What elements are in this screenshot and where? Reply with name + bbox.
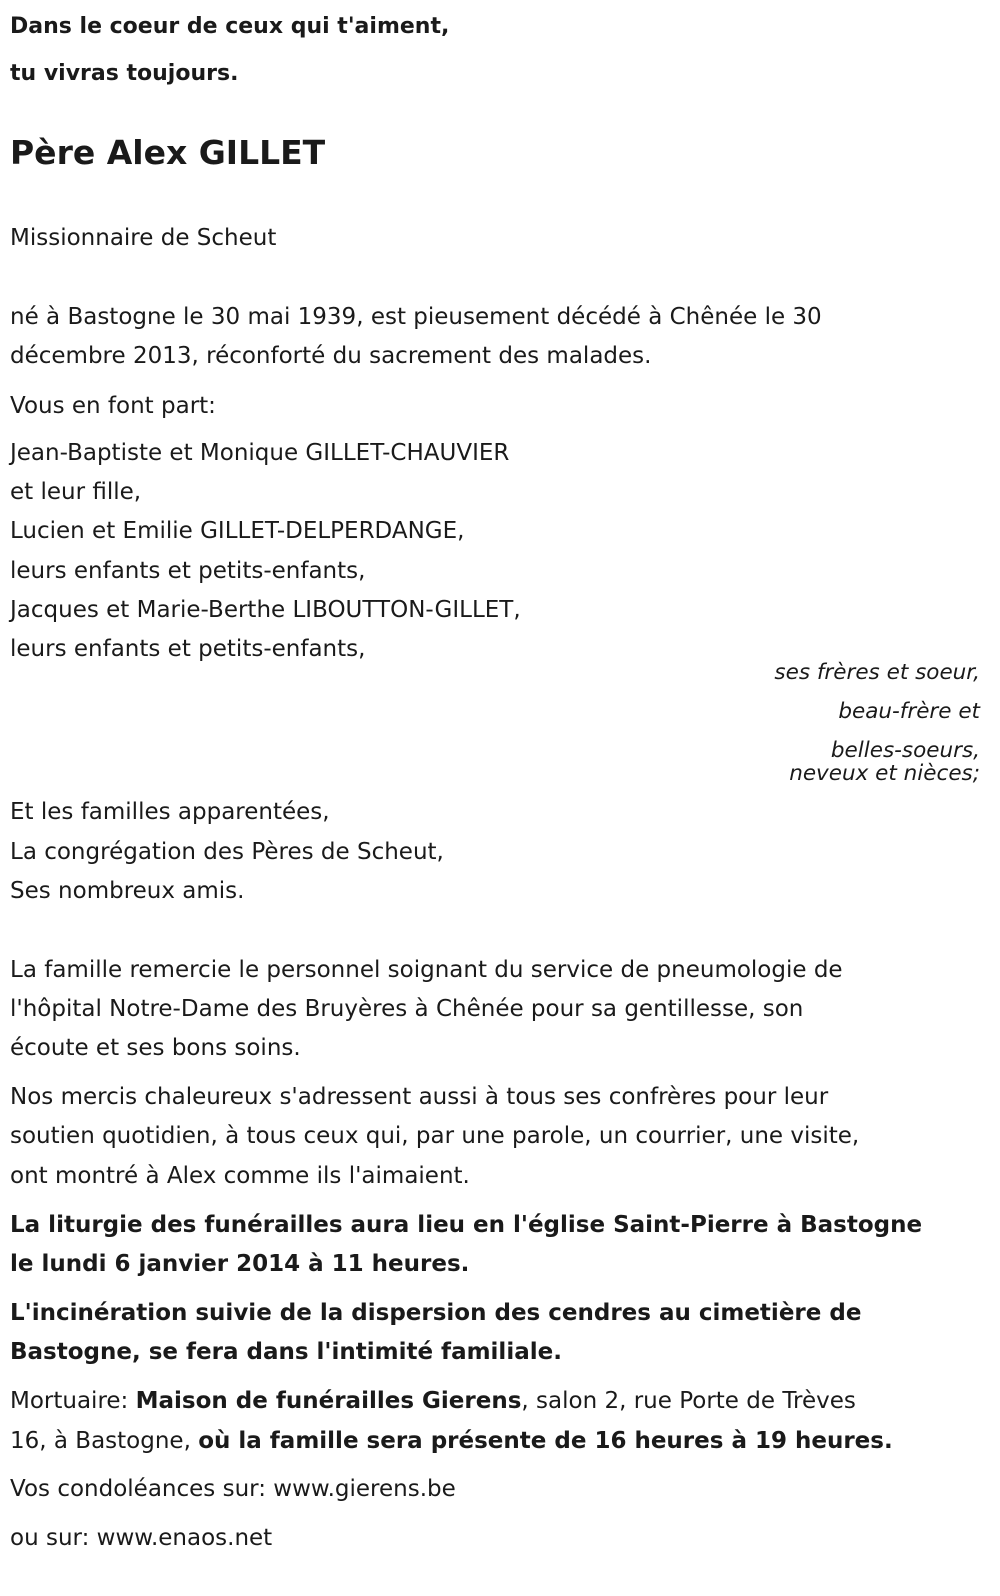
- mortuary-place: Maison de funérailles Gierens: [135, 1388, 522, 1414]
- others-line: Et les familles apparentées,: [10, 799, 330, 825]
- condolences-line: ou sur: www.enaos.net: [10, 1525, 273, 1551]
- birth-death-line-2: décembre 2013, réconforté du sacrement des malades.: [10, 343, 652, 369]
- family-line: Lucien et Emilie GILLET-DELPERDANGE,: [10, 518, 465, 544]
- relation-line: neveux et nièces;: [789, 761, 980, 786]
- thanks-line: soutien quotidien, à tous ceux qui, par une parole, un courrier, une visite,: [10, 1123, 860, 1149]
- family-line: et leur fille,: [10, 479, 142, 505]
- others-line: Ses nombreux amis.: [10, 878, 245, 904]
- relation-line: ses frères et soeur,: [774, 660, 980, 685]
- condolences-line: Vos condoléances sur: www.gierens.be: [10, 1476, 456, 1502]
- mortuary-address-1: , salon 2, rue Porte de Trèves: [521, 1388, 856, 1414]
- family-line: Jacques et Marie-Berthe LIBOUTTON-GILLET,: [10, 597, 521, 623]
- announce: Vous en font part:: [10, 393, 216, 419]
- liturgy-line: La liturgie des funérailles aura lieu en l'église Saint-Pierre à Bastogne: [10, 1212, 923, 1238]
- thanks-line: l'hôpital Notre-Dame des Bruyères à Chênée pour sa gentillesse, son: [10, 996, 804, 1022]
- deceased-name: Père Alex GILLET: [10, 133, 326, 172]
- relation-line: belles-soeurs,: [830, 738, 980, 763]
- liturgy-line: le lundi 6 janvier 2014 à 11 heures.: [10, 1251, 470, 1277]
- mortuary-presence: où la famille sera présente de 16 heures à 19 heures.: [198, 1428, 893, 1454]
- birth-death-line-1: né à Bastogne le 30 mai 1939, est pieusement décédé à Chênée le 30: [10, 304, 822, 330]
- thanks-line: écoute et ses bons soins.: [10, 1035, 301, 1061]
- epigraph-line-1: Dans le coeur de ceux qui t'aiment,: [10, 14, 450, 39]
- incineration-line: L'incinération suivie de la dispersion des cendres au cimetière de: [10, 1300, 862, 1326]
- others-line: La congrégation des Pères de Scheut,: [10, 839, 444, 865]
- thanks-line: Nos mercis chaleureux s'adressent aussi à tous ses confrères pour leur: [10, 1084, 829, 1110]
- mortuary-line-2: [10, 1426, 893, 1456]
- epigraph-line-2: tu vivras toujours.: [10, 61, 239, 86]
- mortuary-label: Mortuaire:: [10, 1388, 136, 1414]
- family-line: leurs enfants et petits-enfants,: [10, 636, 366, 662]
- relation-line: beau-frère et: [838, 699, 980, 724]
- family-line: Jean-Baptiste et Monique GILLET-CHAUVIER: [10, 440, 510, 466]
- incineration-line: Bastogne, se fera dans l'intimité familiale.: [10, 1339, 562, 1365]
- family-line: leurs enfants et petits-enfants,: [10, 558, 366, 584]
- mortuary-line-1: [10, 1386, 856, 1416]
- mortuary-address-2: 16, à Bastogne,: [10, 1428, 199, 1454]
- thanks-line: La famille remercie le personnel soignant du service de pneumologie de: [10, 957, 843, 983]
- role: Missionnaire de Scheut: [10, 225, 277, 251]
- thanks-line: ont montré à Alex comme ils l'aimaient.: [10, 1163, 470, 1189]
